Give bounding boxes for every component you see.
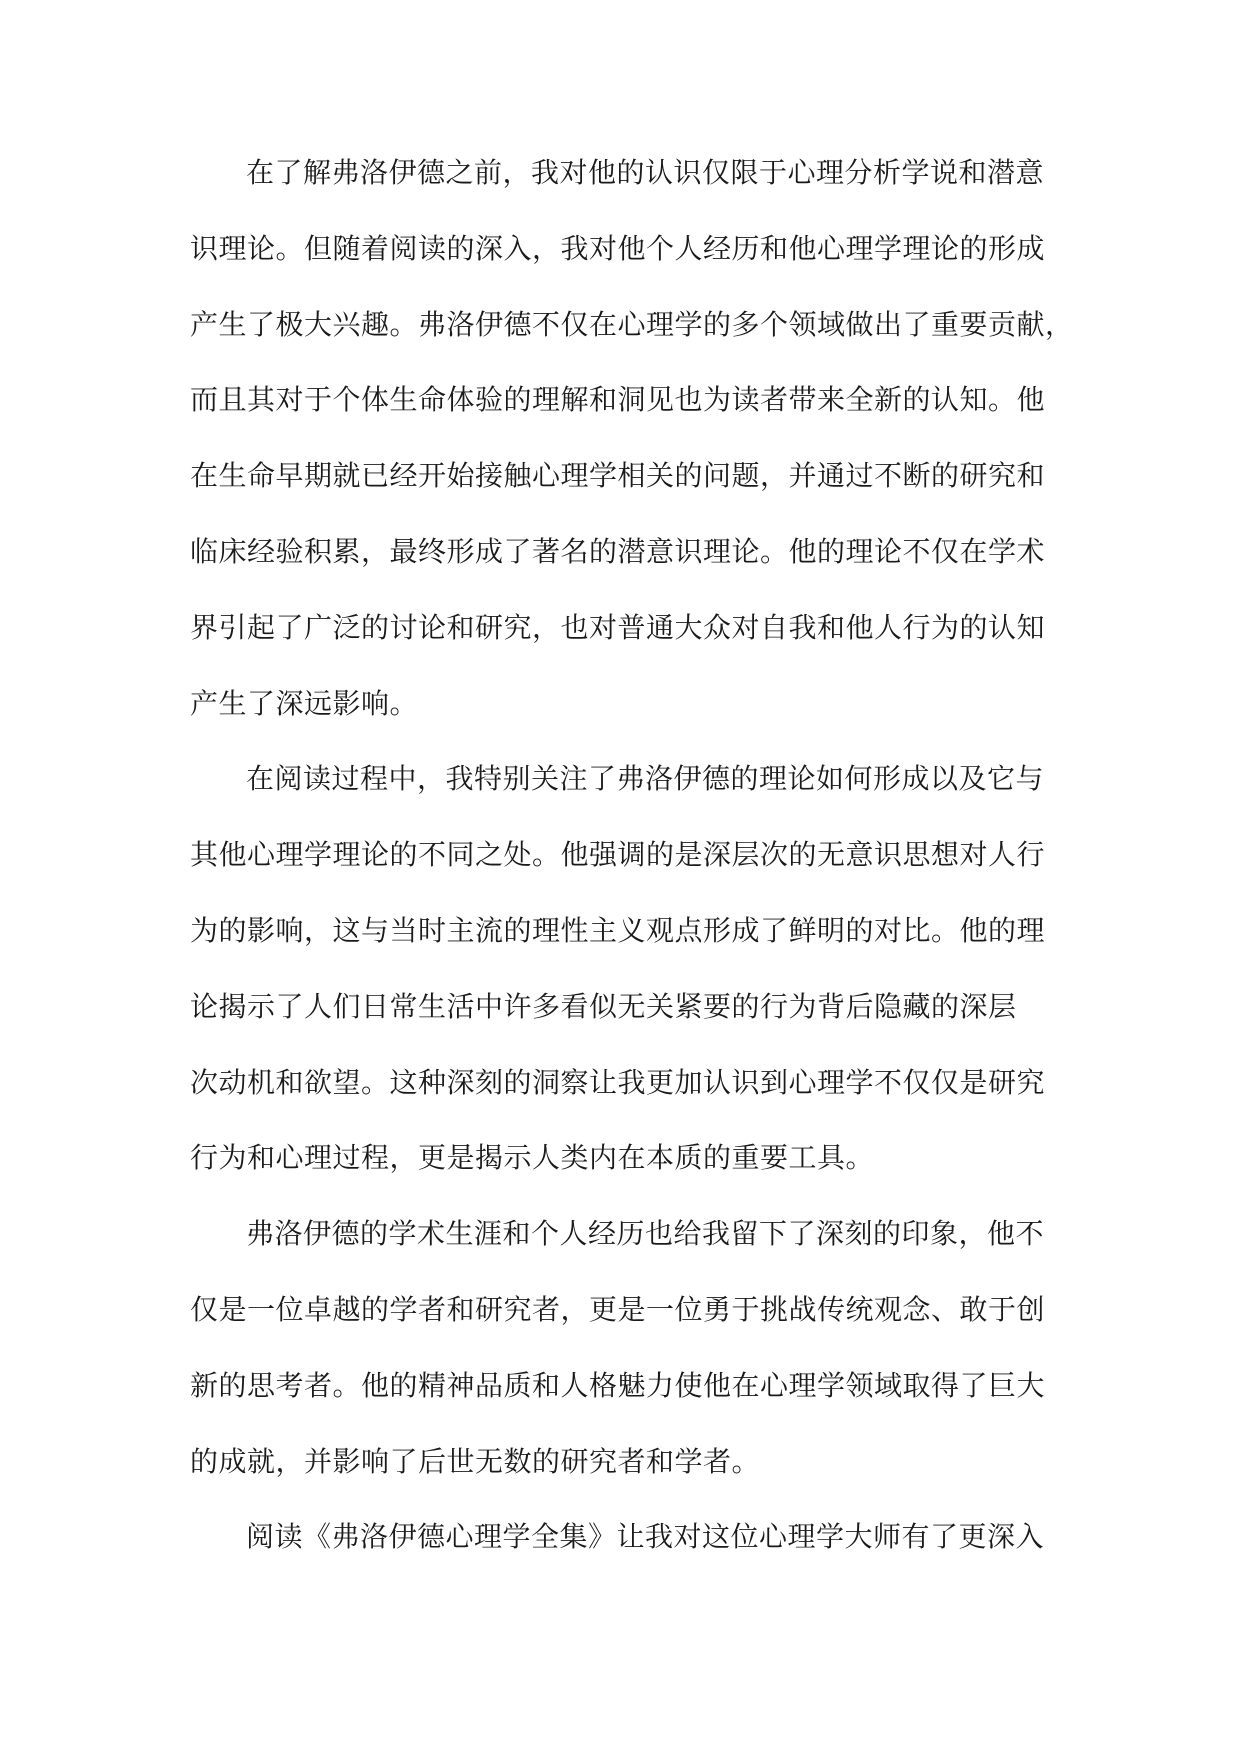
- paragraph-1-line-6: 临床经验积累，最终形成了著名的潜意识理论。他的理论不仅在学术: [190, 534, 1046, 568]
- body-text: [190, 148, 1090, 1588]
- paragraph-1-line-1: 在了解弗洛伊德之前，我对他的认识仅限于心理分析学说和潜意: [246, 156, 1045, 189]
- paragraph-3-line-4: 的成就，并影响了后世无数的研究者和学者。: [190, 1444, 761, 1478]
- paragraph-1-line-8: 产生了深远影响。: [190, 686, 419, 720]
- paragraph-3-line-1: 弗洛伊德的学术生涯和个人经历也给我留下了深刻的印象，他不: [246, 1217, 1045, 1251]
- paragraph-3-line-2: 仅是一位卓越的学者和研究者，更是一位勇于挑战传统观念、敢于创: [190, 1292, 1046, 1326]
- paragraph-1-line-3: 产生了极大兴趣。弗洛伊德不仅在心理学的多个领域做出了重要贡献，: [190, 307, 1074, 341]
- paragraph-1-line-4: 而且其对于个体生命体验的理解和洞见也为读者带来全新的认知。他: [190, 383, 1046, 417]
- paragraph-2-line-1: 在阅读过程中，我特别关注了弗洛伊德的理论如何形成以及它与: [246, 762, 1045, 796]
- paragraph-2-line-5: 次动机和欲望。这种深刻的洞察让我更加认识到心理学不仅仅是研究: [190, 1065, 1046, 1099]
- paragraph-1-line-7: 界引起了广泛的讨论和研究，也对普通大众对自我和他人行为的认知: [190, 610, 1046, 644]
- paragraph-4-line-1: 阅读《弗洛伊德心理学全集》让我对这位心理学大师有了更深入: [246, 1520, 1045, 1554]
- paragraph-1-line-5: 在生命早期就已经开始接触心理学相关的问题，并通过不断的研究和: [190, 459, 1046, 493]
- paragraph-2-line-2: 其他心理学理论的不同之处。他强调的是深层次的无意识思想对人行: [190, 838, 1046, 872]
- paragraph-2-line-3: 为的影响，这与当时主流的理性主义观点形成了鲜明的对比。他的理: [190, 913, 1046, 947]
- paragraph-2-line-6: 行为和心理过程，更是揭示人类内在本质的重要工具。: [190, 1141, 875, 1175]
- paragraph-3-line-3: 新的思考者。他的精神品质和人格魅力使他在心理学领域取得了巨大: [190, 1368, 1046, 1402]
- paragraph-2-line-4: 论揭示了人们日常生活中许多看似无关紧要的行为背后隐藏的深层: [190, 989, 1017, 1023]
- paragraph-1-line-2: 识理论。但随着阅读的深入，我对他个人经历和他心理学理论的形成: [190, 231, 1046, 265]
